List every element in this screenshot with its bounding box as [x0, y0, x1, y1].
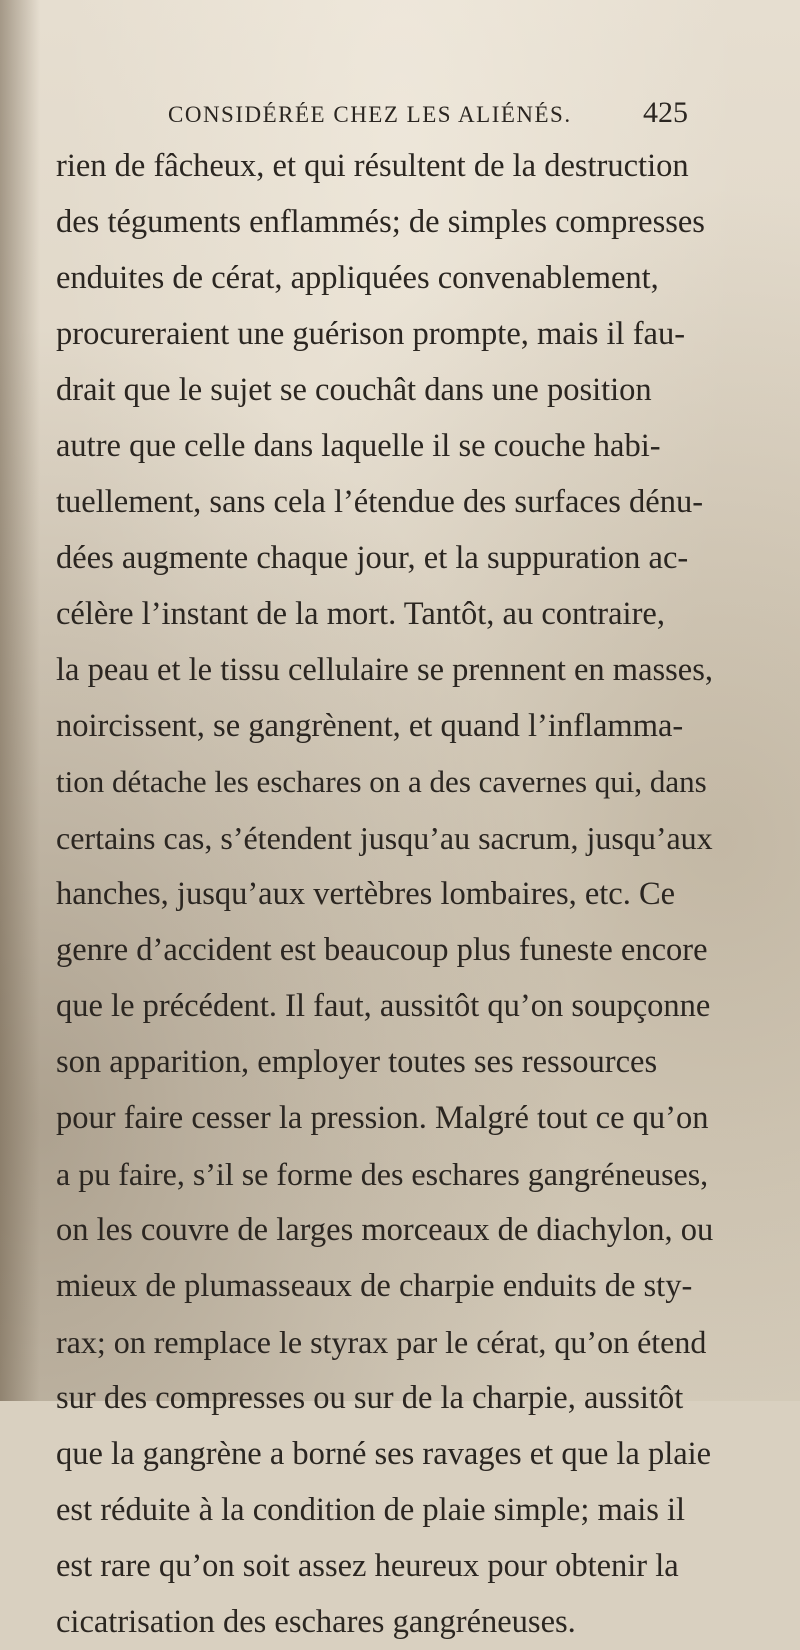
text-line: son apparition, employer toutes ses ressources: [56, 1044, 658, 1080]
text-line: célère l’instant de la mort. Tantôt, au contraire,: [56, 596, 665, 632]
text-line: hanches, jusqu’aux vertèbres lombaires, etc. Ce: [56, 876, 676, 912]
text-line: la peau et le tissu cellulaire se prennent en masses,: [56, 652, 713, 688]
text-line: procureraient une guérison prompte, mais il fau-: [56, 316, 686, 352]
text-line: rien de fâcheux, et qui résultent de la destruction: [56, 148, 689, 184]
text-line: dées augmente chaque jour, et la suppuration ac-: [56, 540, 689, 576]
text-line: a pu faire, s’il se forme des eschares gangréneuses,: [56, 1156, 709, 1192]
text-line: que la gangrène a borné ses ravages et que la plaie: [56, 1436, 712, 1472]
text-line: tion détache les eschares on a des cavernes qui, dans: [56, 764, 707, 799]
text-line: on les couvre de larges morceaux de diachylon, ou: [56, 1212, 714, 1248]
body-paragraph: [56, 138, 716, 1650]
page-edge-shadow: [0, 0, 40, 1401]
page-number: 425: [643, 96, 688, 129]
text-line: cicatrisation des eschares gangréneuses.: [56, 1604, 576, 1640]
text-line: noircissent, se gangrènent, et quand l’inflamma-: [56, 708, 684, 744]
text-line: des téguments enflammés; de simples compresses: [56, 204, 705, 240]
text-line: pour faire cesser la pression. Malgré tout ce qu’on: [56, 1100, 709, 1136]
text-line: certains cas, s’étendent jusqu’au sacrum, jusqu’aux: [56, 820, 713, 856]
text-line: rax; on remplace le styrax par le cérat, qu’on étend: [56, 1324, 707, 1360]
text-line: est rare qu’on soit assez heureux pour obtenir la: [56, 1548, 679, 1584]
page-header: [168, 92, 688, 136]
running-head: CONSIDÉRÉE CHEZ LES ALIÉNÉS.: [168, 102, 572, 127]
text-line: que le précédent. Il faut, aussitôt qu’on soupçonne: [56, 988, 711, 1024]
text-line: mieux de plumasseaux de charpie enduits de sty-: [56, 1268, 693, 1304]
text-line: est réduite à la condition de plaie simple; mais il: [56, 1492, 686, 1528]
text-line: genre d’accident est beaucoup plus funeste encore: [56, 932, 708, 968]
text-line: sur des compresses ou sur de la charpie, aussitôt: [56, 1380, 684, 1416]
text-line: enduites de cérat, appliquées convenablement,: [56, 260, 659, 296]
text-line: tuellement, sans cela l’étendue des surfaces dénu-: [56, 484, 704, 520]
text-line: drait que le sujet se couchât dans une position: [56, 372, 652, 408]
text-line: autre que celle dans laquelle il se couche habi-: [56, 428, 661, 464]
